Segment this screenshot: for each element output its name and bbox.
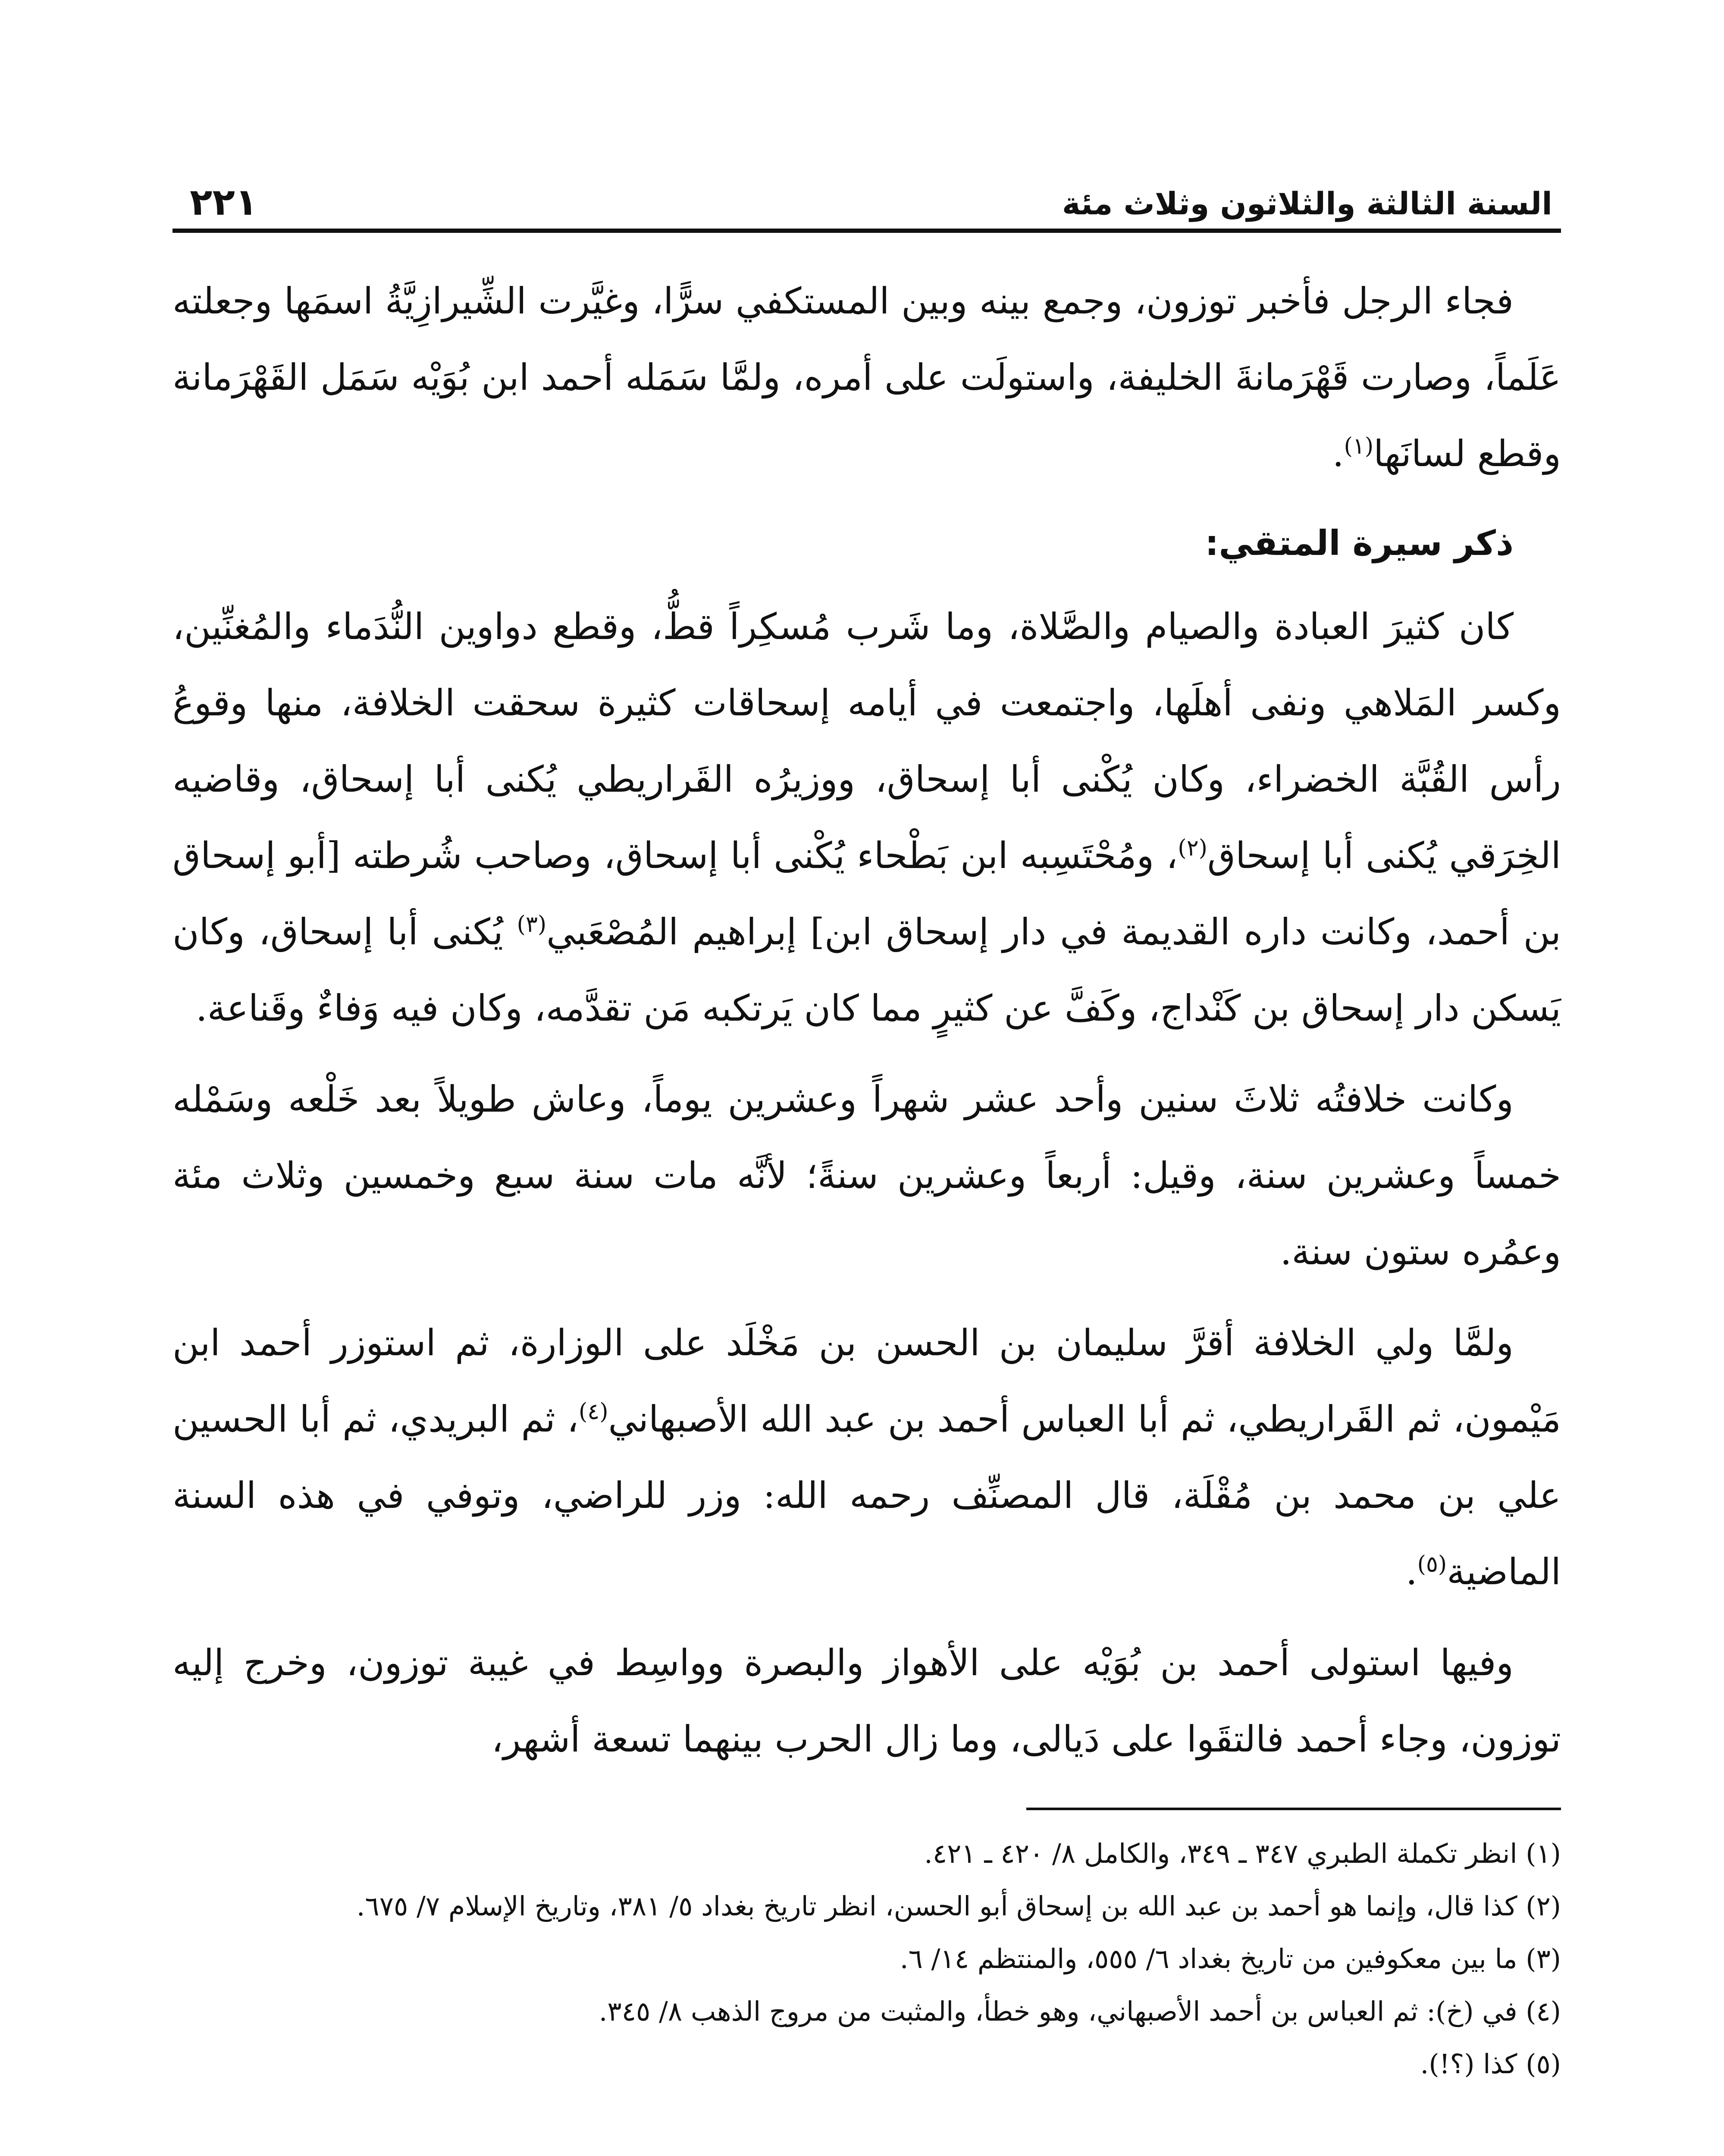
footnotes [172,1810,1561,2090]
footnote-marker-2: (٢) [1178,835,1207,861]
paragraph-tail: . [1332,432,1344,475]
paragraph-text: ، ومُحْتَسِبه ابن بَطْحاء يُكْنى أبا إسحاق، وصاحب شُرطته [أبو إسحاق بن أحمد، وكانت داره القديمة في دار إسحاق ابن] إبراهيم المُصْعَبي [172,834,1561,953]
running-title: السنة الثالثة والثلاثون وثلاث مئة [1062,185,1552,222]
paragraph-text: ولمَّا ولي الخلافة أقرَّ سليمان بن الحسن بن مَخْلَد على الوزارة، ثم استوزر أحمد ابن مَيْمون، ثم القَراريطي، ثم أبا العباس أحمد بن عبد الله الأصبهاني [172,1322,1561,1440]
paragraph-3: وكانت خلافتُه ثلاثَ سنين وأحد عشر شهراً وعشرين يوماً، وعاش طويلاً بعد خَلْعه وسَمْله خمساً وعشرين سنة، وقيل: أربعاً وعشرين سنةً؛ لأنَّه مات سنة سبع وخمسين وثلاث مئة وعمُره ستون سنة. [172,1078,1561,1273]
footnote-3: (٣) ما بين معكوفين من تاريخ بغداد ٦/ ٥٥٥، والمنتظم ١٤/ ٦. [900,1943,1561,1974]
paragraph-4 [172,1305,1561,1610]
paragraph-2 [172,589,1561,1047]
footnote-4: (٤) في (خ): ثم العباس بن أحمد الأصبهاني، وهو خطأ، والمثبت من مروج الذهب ٨/ ٣٤٥. [599,1996,1561,2027]
footnote-2: (٢) كذا قال، وإنما هو أحمد بن عبد الله بن إسحاق أبو الحسن، انظر تاريخ بغداد ٥/ ٣٨١، وتاريخ الإسلام ٧/ ٦٧٥. [356,1890,1561,1922]
paragraph-5: وفيها استولى أحمد بن بُوَيْه على الأهواز والبصرة وواسِط في غيبة توزون، وخرج إليه توزون، وجاء أحمد فالتقَوا على دَيالى، وما زال الحرب بينهما تسعة أشهر، [172,1642,1561,1760]
page-number: ٢٢١ [190,181,258,224]
footnote-marker-4: (٤) [578,1399,608,1425]
main-text [172,233,1561,1777]
paragraph-text: فجاء الرجل فأخبر توزون، وجمع بينه وبين المستكفي سرًّا، وغيَّرت الشِّيرازِيَّةُ اسمَها وجعلته عَلَماً، وصارت قَهْرَمانةَ الخليفة، واستولَت على أمره، ولمَّا سَمَله أحمد ابن بُوَيْه سَمَل القَهْرَمانة وقطع لسانَها [172,280,1561,475]
footnote-marker-1: (١) [1344,433,1374,459]
paragraph-text: كان كثيرَ العبادة والصيام والصَّلاة، وما شَرب مُسكِراً قطُّ، وقطع دواوين النُّدَماء والمُغنِّين، وكسر المَلاهي ونفى أهلَها، واجتمعت في أيامه إسحاقات كثيرة سحقت الخلافة، منها وقوعُ رأس القُبَّة الخضراء، وكان يُكْنى أبا إسحاق، ووزيرُه القَراريطي يُكنى أبا إسحاق، وقاضيه الخِرَقي يُكنى أبا إسحاق [172,605,1561,877]
paragraph-1 [172,263,1561,492]
footnote-marker-3: (٣) [517,912,547,937]
section-heading: ذكر سيرة المتقي: [1205,523,1514,563]
footnote-1: (١) انظر تكملة الطبري ٣٤٧ ـ ٣٤٩، والكامل ٨/ ٤٢٠ ـ ٤٢١. [924,1838,1561,1869]
footnote-marker-5: (٥) [1417,1551,1447,1577]
paragraph-text: يُكنى أبا إسحاق، وكان يَسكن دار إسحاق بن كَنْداج، وكَفَّ عن كثيرٍ مما كان يَرتكبه مَن تقدَّمه، وكان فيه وَفاءٌ وقَناعة. [172,911,1561,1029]
paragraph-tail: . [1405,1551,1417,1593]
footnote-5: (٥) كذا (؟!). [1420,2048,1561,2080]
book-page [172,155,1561,2156]
running-header [172,155,1561,233]
paragraph-text: ، ثم البريدي، ثم أبا الحسين علي بن محمد بن مُقْلَة، قال المصنِّف رحمه الله: وزر للراضي، وتوفي في هذه السنة الماضية [172,1398,1561,1593]
